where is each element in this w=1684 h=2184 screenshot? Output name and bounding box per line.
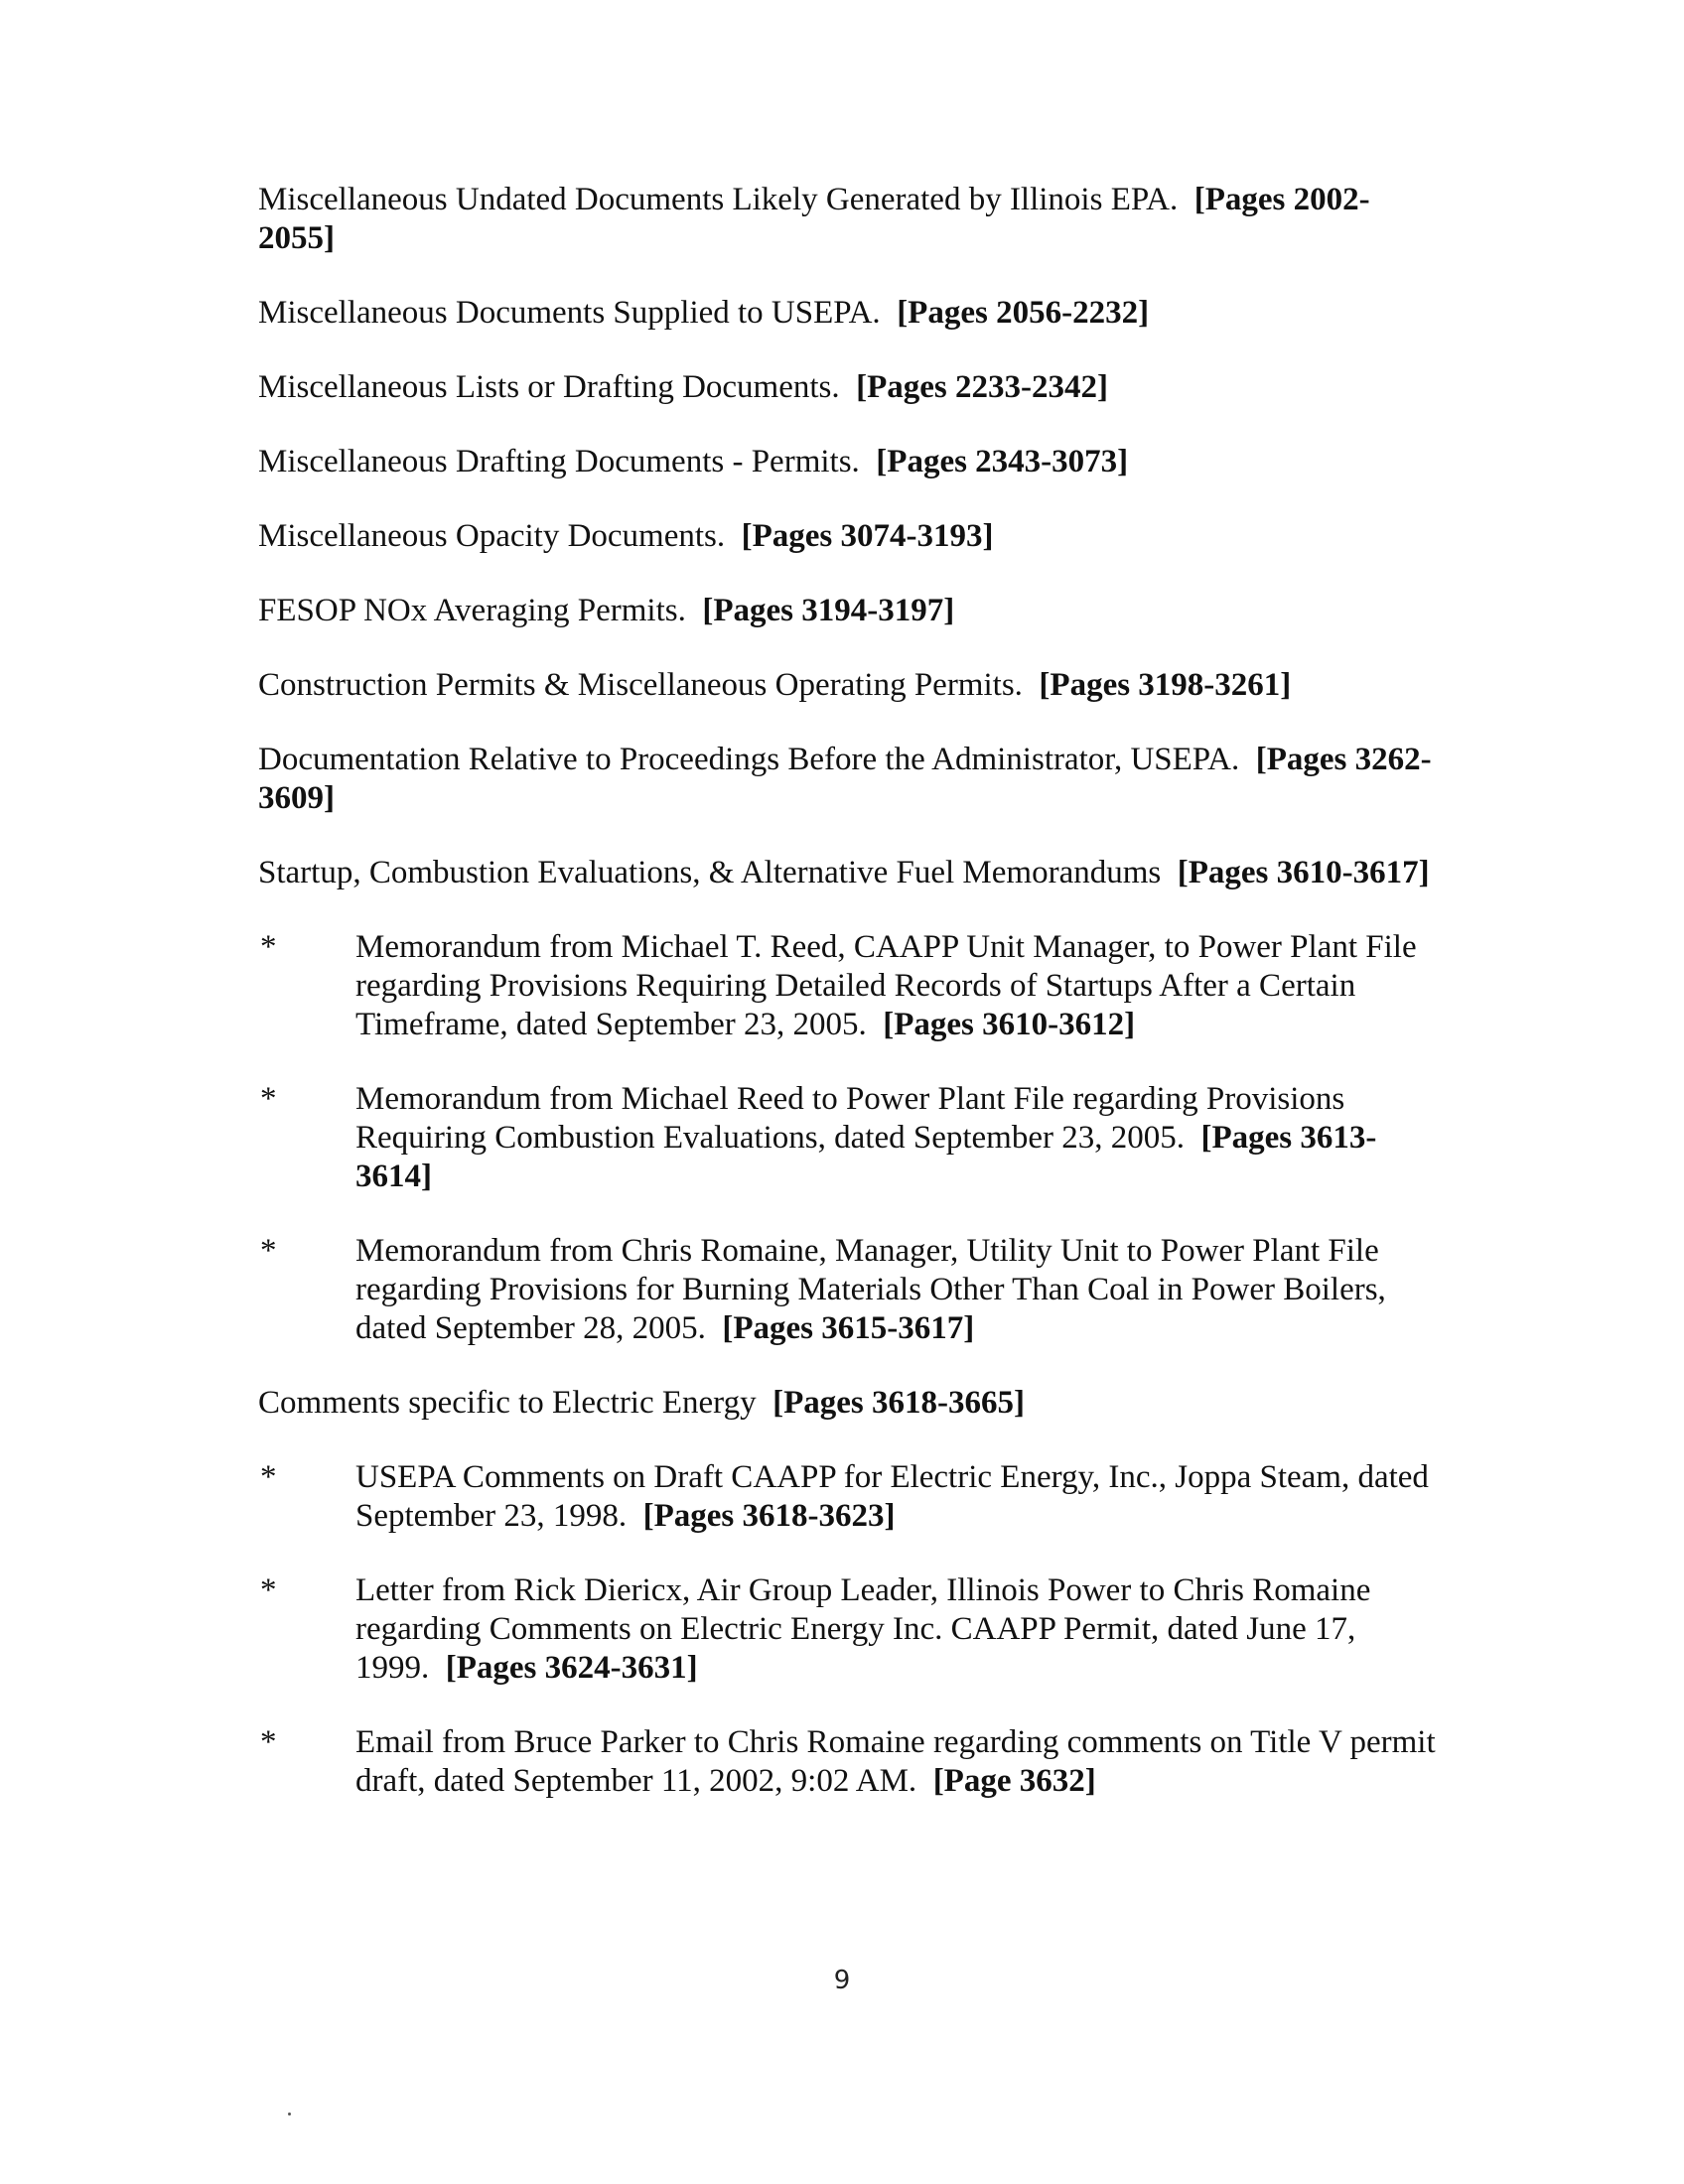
- entry-text: Miscellaneous Drafting Documents - Permits.: [258, 444, 860, 479]
- entry-text: Documentation Relative to Proceedings Before the Administrator, USEPA.: [258, 742, 1240, 777]
- bullet-text-block: [355, 1080, 1440, 1196]
- page-reference: [Pages 3194-3197]: [702, 593, 955, 628]
- page-reference: [Pages 3618-3623]: [642, 1498, 896, 1534]
- entry-text: Miscellaneous Documents Supplied to USEPA.: [258, 295, 881, 331]
- entry-opacity-documents: [258, 517, 1440, 556]
- page-reference: [Pages 3618-3665]: [772, 1385, 1025, 1421]
- page-reference: [Page 3632]: [932, 1763, 1096, 1799]
- page-reference: [Pages 2343-3073]: [876, 444, 1129, 479]
- page-number: 9: [833, 1966, 851, 1995]
- page-reference: [Pages 3615-3617]: [722, 1310, 975, 1346]
- scan-speck: [288, 2113, 291, 2116]
- entry-documents-usepa: [258, 294, 1440, 333]
- bullet-text-block: [355, 1723, 1440, 1801]
- page-reference: [Pages 2233-2342]: [856, 369, 1109, 405]
- entry-text: Memorandum from Michael Reed to Power Plant File regarding Provisions Requiring Combustion Evaluations, dated September 23, 2005.: [355, 1081, 1345, 1156]
- entry-text: Letter from Rick Diericx, Air Group Leader, Illinois Power to Chris Romaine regarding Comments on Electric Energy Inc. CAAPP Permit, dated June 17, 1999.: [355, 1572, 1371, 1686]
- page-reference: [Pages 3613-3614]: [355, 1120, 1377, 1194]
- page-reference: [Pages 2002-2055]: [258, 182, 1370, 256]
- bullet-text-block: [355, 928, 1440, 1044]
- entry-text: Email from Bruce Parker to Chris Romaine regarding comments on Title V permit draft, dated September 11, 2002, 9:02 AM.: [355, 1724, 1436, 1799]
- bullet-item: [258, 928, 1440, 1044]
- page-reference: [Pages 3262-3609]: [258, 742, 1432, 816]
- bullet-item: [258, 1458, 1440, 1536]
- bullet-marker: *: [260, 1572, 277, 1608]
- entry-comments-electric-energy: [258, 1384, 1440, 1423]
- entry-proceedings-administrator: [258, 741, 1440, 818]
- page-reference: [Pages 3610-3612]: [883, 1007, 1136, 1042]
- entry-drafting-permits: [258, 443, 1440, 481]
- bullet-marker: *: [260, 1081, 277, 1117]
- entry-undated-documents: [258, 181, 1440, 258]
- bullet-marker: *: [260, 1459, 277, 1495]
- page-reference: [Pages 3074-3193]: [741, 518, 994, 554]
- bullet-text-block: [355, 1458, 1440, 1536]
- document-body: [258, 181, 1440, 1837]
- entry-text: Miscellaneous Lists or Drafting Documents.: [258, 369, 840, 405]
- entry-fesop-nox: [258, 592, 1440, 630]
- page-reference: [Pages 3198-3261]: [1039, 667, 1292, 703]
- page-reference: [Pages 2056-2232]: [897, 295, 1150, 331]
- entry-text: Miscellaneous Undated Documents Likely Generated by Illinois EPA.: [258, 182, 1179, 217]
- entry-text: Construction Permits & Miscellaneous Operating Permits.: [258, 667, 1023, 703]
- bullet-marker: *: [260, 929, 277, 965]
- entry-text: Memorandum from Chris Romaine, Manager, Utility Unit to Power Plant File regarding Provisions for Burning Materials Other Than Coal in Power Boilers, dated September 28, 2005.: [355, 1233, 1386, 1346]
- bullet-item: [258, 1232, 1440, 1348]
- bullet-item: [258, 1571, 1440, 1688]
- entry-lists-drafting: [258, 368, 1440, 407]
- bullet-text-block: [355, 1232, 1440, 1348]
- bullet-item: [258, 1723, 1440, 1801]
- entry-startup-memorandums: [258, 854, 1440, 892]
- bullet-marker: *: [260, 1233, 277, 1269]
- bullet-marker: *: [260, 1724, 277, 1760]
- entry-text: Startup, Combustion Evaluations, & Alternative Fuel Memorandums: [258, 855, 1162, 890]
- entry-text: USEPA Comments on Draft CAAPP for Electric Energy, Inc., Joppa Steam, dated September 23, 1998.: [355, 1459, 1429, 1534]
- entry-text: Comments specific to Electric Energy: [258, 1385, 757, 1421]
- bullet-text-block: [355, 1571, 1440, 1688]
- entry-construction-permits: [258, 666, 1440, 705]
- bullet-item: [258, 1080, 1440, 1196]
- entry-text: Miscellaneous Opacity Documents.: [258, 518, 726, 554]
- entry-text: FESOP NOx Averaging Permits.: [258, 593, 686, 628]
- page-reference: [Pages 3624-3631]: [445, 1650, 698, 1686]
- entry-text: Memorandum from Michael T. Reed, CAAPP Unit Manager, to Power Plant File regarding Provisions Requiring Detailed Records of Startups After a Certain Timeframe, dated September 23, 2005.: [355, 929, 1417, 1042]
- page-reference: [Pages 3610-3617]: [1177, 855, 1430, 890]
